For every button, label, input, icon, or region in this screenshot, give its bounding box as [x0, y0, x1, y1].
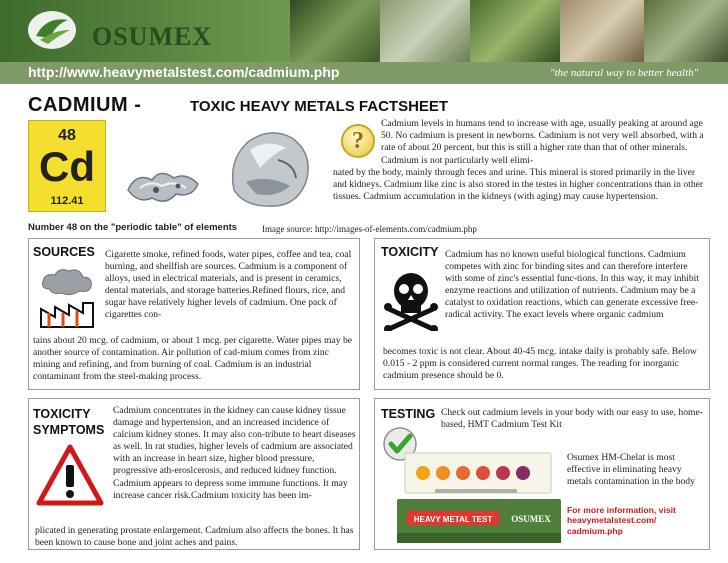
- warning-triangle-icon: [35, 443, 105, 507]
- sources-text-indented: Cigarette smoke, refined foods, water pipes, coffee and tea, coal burning, and shellfish are sources. Cadmium is a component of alloys, used in electrical materials, and is present in ceramics, dental materials, and storage batteries.Refined flours, rice, and sugar have relatively higher levels of cadmium. One pack of cigarettes con-: [105, 249, 352, 321]
- atomic-number: 48: [58, 127, 76, 144]
- herb-photo-4: [560, 0, 644, 62]
- cadmium-sample-photo-1: [116, 150, 212, 212]
- skull-crossbones-icon: [383, 269, 439, 331]
- element-symbol: Cd: [39, 143, 95, 190]
- image-source-caption: Image source: http://images-of-elements.com/cadmium.php: [262, 224, 477, 234]
- testing-intro: Check out cadmium levels in your body with our easy to use, home-based, HMT Cadmium Test Kit: [441, 407, 703, 431]
- page-subtitle: TOXIC HEAVY METALS FACTSHEET: [190, 98, 449, 115]
- sources-panel: [28, 238, 360, 390]
- page-title: CADMIUM -: [28, 94, 142, 116]
- test-kit-image: [395, 451, 563, 547]
- periodic-element-card: [28, 120, 106, 212]
- herb-photo-5: [644, 0, 728, 62]
- toxicity-panel: [374, 238, 710, 390]
- symptoms-panel: [28, 398, 360, 550]
- herb-photo-2: [380, 0, 470, 62]
- kit-label: HEAVY METAL TEST: [413, 515, 493, 524]
- more-info-link[interactable]: For more information, visit heavymetalstest.com/ cadmium.php: [567, 505, 676, 536]
- intro-text-rest: nated by the body, mainly through feces and urine. This mineral is stored primarily in the liver and kidneys. Cadmium like zinc is also stored in the testes in higher concentrations than in other tissues. Cadmium accumulation in the kidneys (with aging) may cause hypertension.: [333, 166, 704, 203]
- herb-photo-3: [470, 0, 560, 62]
- atomic-mass: 112.41: [50, 195, 84, 207]
- factory-pollution-icon: [35, 265, 99, 331]
- product-description: Osumex HM-Chelat is most effective in eliminating heavy metals contamination in the body: [567, 452, 695, 488]
- kit-brand: OSUMEX: [511, 514, 551, 524]
- symptoms-heading-line2: SYMPTOMS: [33, 423, 105, 437]
- cadmium-sample-photo-2: [220, 120, 320, 216]
- symptoms-text-indented: Cadmium concentrates in the kidney can cause kidney tissue damage and hypertension, and an increased incidence of calcium kidney stones. It may also con-tribute to heart diseases as well. In rat studies, higher levels of cadmium are associated with an increase in heart size, higher blood pressure, progressive ath-eroslcerosis, and reduced kidney function. Cadmium appears to depress some immune functions. It may increase cancer risk.Cadmium toxicity has been im-: [113, 405, 356, 501]
- header-banner: [0, 0, 728, 84]
- question-mark-icon: ?: [341, 124, 375, 158]
- symptoms-heading-line1: TOXICITY: [33, 407, 91, 421]
- brand-name: OSUMEX: [92, 22, 213, 51]
- tagline: "the natural way to better health": [550, 67, 699, 79]
- intro-paragraph: [333, 118, 711, 203]
- sources-text-rest: tains about 20 mcg. of cadmium, or about 1 mcg. per cigarette. Water pipes may be another source of contamination. Air pollution of cad-mium comes from zinc mining and refining, and from burning of coal. Cadmium is an industrial contaminant from the steel-making process.: [33, 335, 353, 383]
- osumex-logo-icon: [26, 8, 78, 52]
- page-url[interactable]: http://www.heavymetalstest.com/cadmium.php: [28, 64, 340, 80]
- sources-heading: SOURCES: [33, 245, 95, 259]
- symptoms-text-rest: plicated in generating prostate enlargement. Cadmium also affects the bones. It has been known to cause bone and joint aches and pains.: [35, 525, 354, 549]
- herb-photo-1: [290, 0, 380, 62]
- toxicity-heading: TOXICITY: [381, 245, 439, 259]
- periodic-caption: Number 48 on the "periodic table" of elements: [28, 222, 238, 233]
- testing-heading: TESTING: [381, 407, 436, 421]
- toxicity-text-indented: Cadmium has no known useful biological functions. Cadmium competes with zinc for binding sites and can therefore interfere with some of zinc's essential func-tions. In this way, it may inhibit enzyme reactions and utilization of nutrients. Cadmium may be a catalyst to oxidation reactions, which can generate excessive free-radical activity. The exact levels where organic cadmium: [445, 249, 699, 321]
- toxicity-text-rest: becomes toxic is not clear. About 40-45 mcg. intake daily is probably safe. Below 0.015 - 2 ppm is considered current normal ranges. The reading for inorganic cadmium presence should be 0.: [383, 346, 697, 382]
- intro-text-indented: Cadmium levels in humans tend to increase with age, usually peaking at around age 50. No cadmium is present in newborns. Cadmium is not very well absorbed, with a rate of about 20 percent, but this is still a higher rate than that of other minerals. Cadmium is not particularly well elimi-: [381, 118, 704, 166]
